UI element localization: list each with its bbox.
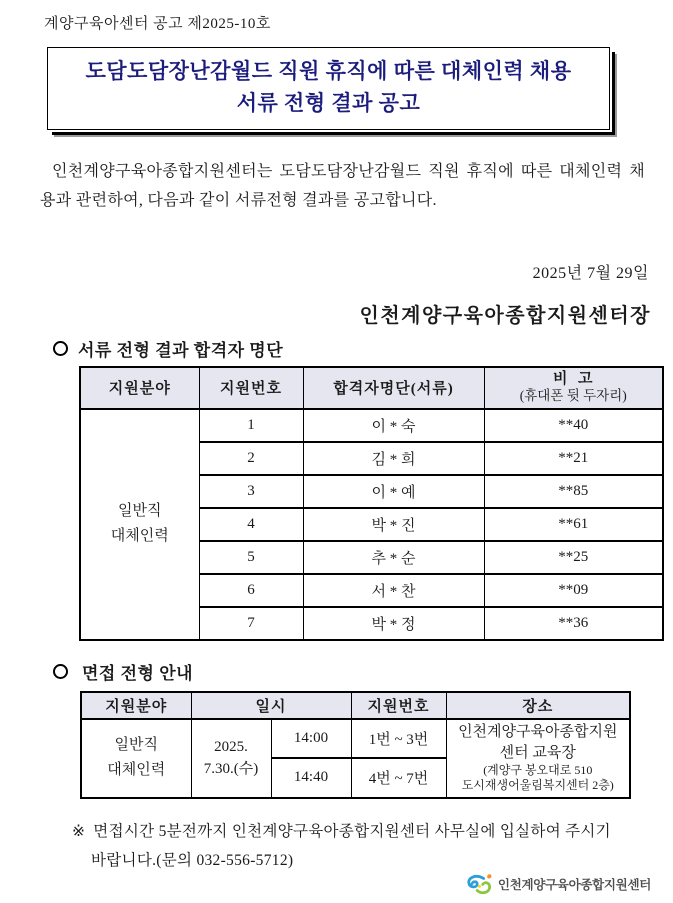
- pass-table-header-row: [80, 367, 663, 409]
- applicant-name-cell: 박 * 정: [303, 607, 484, 640]
- circle-bullet-icon: [53, 664, 68, 679]
- col-header-remark: [484, 367, 663, 409]
- circle-bullet-icon: [53, 341, 68, 356]
- section-heading-interview-label: 면접 전형 안내: [82, 664, 194, 684]
- org-logo-swirl-icon: [465, 872, 493, 896]
- footnote-line-2: 바랍니다.(문의 032-556-5712): [91, 852, 294, 870]
- applicant-no-cell: 7: [199, 607, 303, 640]
- col-header-datetime: 일시: [191, 692, 351, 719]
- category-line-1: 일반직: [114, 736, 158, 753]
- section-heading-interview: [53, 661, 673, 683]
- col-header-names: 합격자명단(서류): [303, 367, 484, 409]
- applicant-no-cell: 5: [199, 541, 303, 574]
- category-cell: [81, 719, 191, 798]
- interview-table-header-row: [81, 692, 630, 719]
- category-line-2: 대체인력: [110, 528, 169, 545]
- org-name: 인천계양구육아종합지원센터: [497, 878, 651, 892]
- interview-date-line-1: 2025.: [214, 738, 248, 755]
- applicant-name-cell: 이 * 예: [303, 475, 484, 508]
- issue-date: 2025년 7월 29일: [532, 264, 649, 282]
- section-heading-pass-list-label: 서류 전형 결과 합격자 명단: [78, 341, 284, 361]
- notice-title-box: [47, 47, 610, 130]
- notice-title-line-2: 서류 전형 결과 공고: [236, 90, 421, 115]
- place-line-2: 센터 교육장: [499, 744, 576, 761]
- interview-time-cell: 14:40: [271, 758, 351, 798]
- category-line-2: 대체인력: [107, 762, 166, 779]
- col-header-number: 지원번호: [199, 367, 303, 409]
- pass-results-table: [79, 366, 664, 641]
- reference-mark-icon: ※: [72, 822, 86, 840]
- applicant-no-cell: 4: [199, 508, 303, 541]
- col-header-number: 지원번호: [351, 692, 446, 719]
- interview-time-cell: 14:00: [271, 719, 351, 758]
- remark-cell: **85: [484, 475, 663, 508]
- interview-place-cell: [446, 719, 630, 798]
- intro-paragraph: 인천계양구육아종합지원센터는 도담도담장난감월드 직원 휴직에 따른 대체인력 채용과 관련하여, 다음과 같이 서류전형 결과를 공고합니다.: [40, 163, 645, 209]
- col-header-field: 지원분야: [81, 692, 191, 719]
- interview-info-table: [80, 691, 631, 799]
- notice-title-line-1: 도담도담장난감월드 직원 휴직에 따른 대체인력 채용: [85, 59, 572, 83]
- interview-date-line-2: 7.30.(수): [203, 761, 259, 778]
- category-line-1: 일반직: [118, 502, 162, 519]
- interview-numbers-cell: 1번 ~ 3번: [351, 719, 446, 758]
- section-heading-pass-list: [53, 338, 673, 360]
- interview-date-cell: [191, 719, 271, 798]
- issuer-signature: 인천계양구육아종합지원센터장: [359, 304, 651, 327]
- remark-cell: **09: [484, 574, 663, 607]
- pass-table-row: [80, 409, 663, 442]
- place-address-line-1: (계양구 봉오대로 510: [483, 762, 593, 777]
- applicant-no-cell: 2: [199, 442, 303, 475]
- col-header-remark-title: 비 고: [553, 371, 594, 388]
- applicant-no-cell: 6: [199, 574, 303, 607]
- applicant-no-cell: 3: [199, 475, 303, 508]
- applicant-name-cell: 이 * 숙: [303, 409, 484, 442]
- applicant-name-cell: 김 * 희: [303, 442, 484, 475]
- category-cell: [80, 409, 199, 640]
- remark-cell: **36: [484, 607, 663, 640]
- applicant-name-cell: 추 * 순: [303, 541, 484, 574]
- remark-cell: **25: [484, 541, 663, 574]
- applicant-name-cell: 서 * 찬: [303, 574, 484, 607]
- doc-number: 계양구육아센터 공고 제2025-10호: [44, 16, 271, 32]
- footnote-line-1: 면접시간 5분전까지 인천계양구육아종합지원센터 사무실에 입실하여 주시기: [93, 822, 611, 840]
- interview-numbers-cell: 4번 ~ 7번: [351, 758, 446, 798]
- remark-cell: **61: [484, 508, 663, 541]
- interview-slot-row: [81, 719, 630, 758]
- col-header-remark-sub: (휴대폰 뒷 두자리): [519, 387, 627, 403]
- org-logo: [465, 872, 651, 896]
- place-address-line-2: 도시재생어울림복지센터 2층): [461, 778, 614, 793]
- remark-cell: **40: [484, 409, 663, 442]
- col-header-field: 지원분야: [80, 367, 199, 409]
- applicant-no-cell: 1: [199, 409, 303, 442]
- place-line-1: 인천계양구육아종합지원: [458, 724, 618, 741]
- footnote: [72, 817, 643, 876]
- remark-cell: **21: [484, 442, 663, 475]
- applicant-name-cell: 박 * 진: [303, 508, 484, 541]
- col-header-place: 장소: [446, 692, 630, 719]
